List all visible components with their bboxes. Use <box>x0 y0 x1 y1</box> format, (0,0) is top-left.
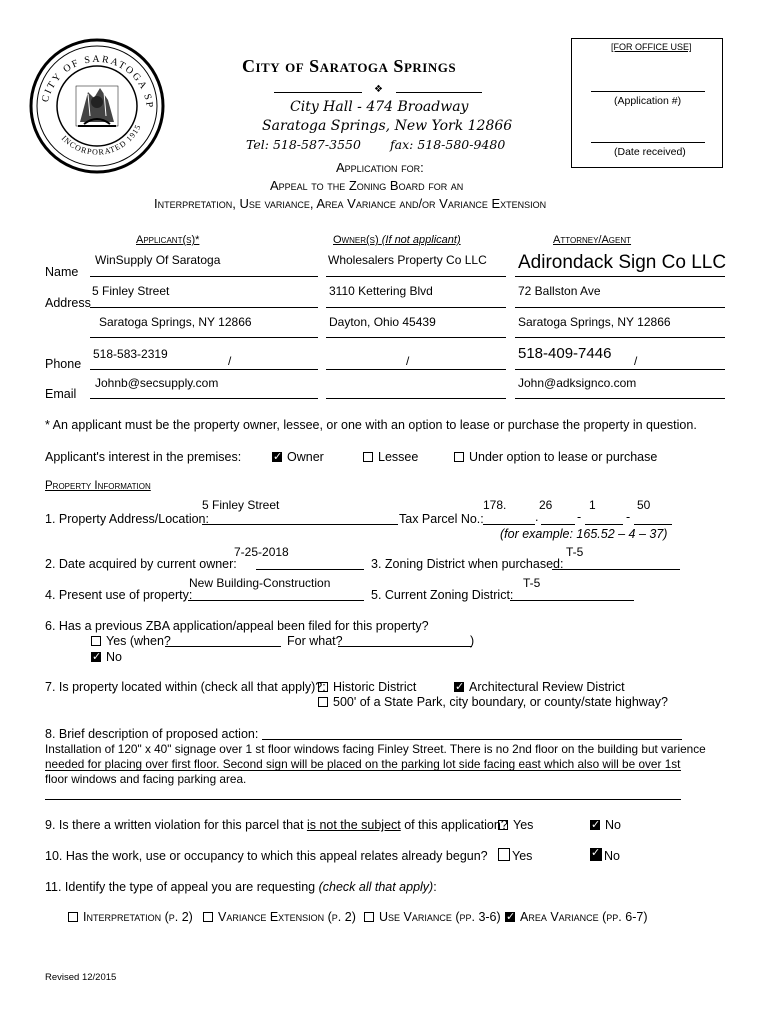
q11-use-option[interactable] <box>364 910 501 924</box>
svg-text:CITY OF SARATOGA SPRINGS N.Y.: CITY OF SARATOGA SP <box>39 53 156 111</box>
attorney-name[interactable]: Adirondack Sign Co LLC <box>518 252 727 273</box>
q11-area-option[interactable] <box>505 910 647 924</box>
applicant-header: Applicant(s)* <box>136 234 200 246</box>
phone-label: Phone <box>45 357 82 371</box>
q6-no-checkbox[interactable] <box>91 652 101 662</box>
q9-label <box>45 818 508 832</box>
fax: fax: 518-580-9480 <box>390 137 506 152</box>
applicant-note: * An applicant must be the property owner, lessee, or one with an option to lease or purchase the property in question. <box>45 418 697 432</box>
q3-value[interactable]: T-5 <box>566 545 584 559</box>
email-label: Email <box>45 387 77 401</box>
applicant-name[interactable]: WinSupply Of Saratoga <box>95 253 221 267</box>
q6-no-option[interactable] <box>91 650 122 664</box>
q11-label-text: 11. Identify the type of appeal you are requesting <box>45 880 319 894</box>
q5-label: 5. Current Zoning District: <box>371 588 514 602</box>
name-label: Name <box>45 265 79 279</box>
state-park-label: 500' of a State Park, city boundary, or county/state highway? <box>333 695 668 709</box>
owner-header-note: (If not applicant) <box>381 234 461 246</box>
page-title: City of Saratoga Springs <box>242 56 457 76</box>
q9-label-b: of this application? <box>400 818 508 832</box>
q5-value[interactable]: T-5 <box>523 576 541 590</box>
q11-label-end: : <box>433 880 437 894</box>
interest-lessee-option[interactable] <box>363 450 418 464</box>
q1-label: 1. Property Address/Location: <box>45 512 209 526</box>
interpretation-label: Interpretation (p. 2) <box>83 910 193 924</box>
tax-parcel-3[interactable]: 1 <box>589 498 596 512</box>
attorney-header: Attorney/Agent <box>553 234 632 246</box>
interest-label: Applicant's interest in the premises: <box>45 450 242 464</box>
q8-label: 8. Brief description of proposed action: <box>45 727 259 741</box>
tax-parcel-1[interactable]: 178. <box>483 498 507 512</box>
q9-yes-checkbox[interactable] <box>498 820 508 830</box>
attorney-email[interactable]: John@adksignco.com <box>518 376 637 390</box>
tax-parcel-example: (for example: 165.52 – 4 – 37) <box>500 527 668 541</box>
q8-description-line-3[interactable]: floor windows and facing parking area. <box>45 772 247 786</box>
area-variance-label: Area Variance (pp. 6-7) <box>520 910 648 924</box>
q11-label <box>45 880 437 894</box>
q1-value[interactable]: 5 Finley Street <box>202 498 280 512</box>
variance-extension-label: Variance Extension (p. 2) <box>218 910 356 924</box>
q2-value[interactable]: 7-25-2018 <box>234 545 289 559</box>
architectural-review-label: Architectural Review District <box>469 680 625 694</box>
q6-yes-checkbox[interactable] <box>91 636 101 646</box>
tax-parcel-2[interactable]: 26 <box>539 498 553 512</box>
q7-historic-option[interactable] <box>318 680 416 694</box>
q2-label: 2. Date acquired by current owner: <box>45 557 237 571</box>
q10-yes-option[interactable] <box>498 848 532 863</box>
q6-for-what-field[interactable] <box>338 646 472 647</box>
owner-name[interactable]: Wholesalers Property Co LLC <box>328 253 487 267</box>
office-use-label: [FOR OFFICE USE] <box>611 42 692 52</box>
applicant-phone[interactable]: 518-583-2319 <box>93 347 168 361</box>
q9-no-option[interactable] <box>590 818 621 832</box>
lease-option-label: Under option to lease or purchase <box>469 450 658 464</box>
attorney-address-1[interactable]: 72 Ballston Ave <box>518 284 601 298</box>
q8-description-line-1[interactable]: Installation of 120" x 40" signage over 1 st floor windows facing Finley Street. There is no 2nd floor on the building but varience <box>45 742 706 756</box>
q4-label: 4. Present use of property: <box>45 588 193 602</box>
date-received-label: (Date received) <box>614 146 686 158</box>
historic-district-label: Historic District <box>333 680 417 694</box>
owner-header-label: Owner(s) <box>333 234 379 246</box>
q7-park-option[interactable] <box>318 695 668 709</box>
owner-header <box>333 234 461 246</box>
use-variance-label: Use Variance (pp. 3-6) <box>379 910 501 924</box>
owner-address-1[interactable]: 3110 Kettering Blvd <box>329 284 433 298</box>
owner-checkbox[interactable] <box>272 452 282 462</box>
q10-label: 10. Has the work, use or occupancy to which this appeal relates already begun? <box>45 849 488 863</box>
historic-district-checkbox[interactable] <box>318 682 328 692</box>
owner-address-2[interactable]: Dayton, Ohio 45439 <box>329 315 436 329</box>
attorney-address-2[interactable]: Saratoga Springs, NY 12866 <box>518 315 671 329</box>
address-label: Address <box>45 296 91 310</box>
telephone: Tel: 518-587-3550 <box>246 137 361 152</box>
q11-extension-option[interactable] <box>203 910 356 924</box>
q9-label-underlined: is not the subject <box>306 818 401 832</box>
interest-owner-option[interactable] <box>272 450 324 464</box>
area-variance-checkbox[interactable] <box>505 912 515 922</box>
q10-yes-label: Yes <box>512 849 533 863</box>
applicant-address-2[interactable]: Saratoga Springs, NY 12866 <box>99 315 252 329</box>
address-line-2: Saratoga Springs, New York 12866 <box>262 118 513 134</box>
q8-description-line-2[interactable]: needed for placing over first floor. Second sign will be placed on the parking lot side facing east which also will be over 1st <box>45 757 681 771</box>
owner-option-label: Owner <box>287 450 324 464</box>
svg-text:INCORPORATED 1915: INCORPORATED 1915 <box>59 122 143 157</box>
city-seal <box>28 36 166 176</box>
q10-no-option[interactable] <box>590 848 620 863</box>
q6-label: 6. Has a previous ZBA application/appeal been filed for this property? <box>45 619 429 633</box>
q9-yes-label: Yes <box>513 818 534 832</box>
lease-option-checkbox[interactable] <box>454 452 464 462</box>
application-line-1: Appeal to the Zoning Board for an <box>270 178 464 193</box>
tax-parcel-4[interactable]: 50 <box>637 498 651 512</box>
q7-label: 7. Is property located within (check all that apply)?: <box>45 680 326 694</box>
q9-yes-option[interactable] <box>498 818 533 832</box>
use-variance-checkbox[interactable] <box>364 912 374 922</box>
q6-no-label: No <box>106 650 122 664</box>
lessee-checkbox[interactable] <box>363 452 373 462</box>
applicant-address-1[interactable]: 5 Finley Street <box>92 284 170 298</box>
seal-icon <box>28 36 166 176</box>
q7-arch-option[interactable] <box>454 680 625 694</box>
q4-value[interactable]: New Building-Construction <box>189 576 331 590</box>
q9-no-checkbox[interactable] <box>590 820 600 830</box>
q6-for-what-label: For what? <box>287 634 343 648</box>
application-line-2: Interpretation, Use variance, Area Variance and/or Variance Extension <box>154 196 547 211</box>
q9-no-label: No <box>605 818 621 832</box>
tax-parcel-label: Tax Parcel No.: <box>399 512 484 526</box>
date-received-field[interactable] <box>591 142 705 143</box>
interpretation-checkbox[interactable] <box>68 912 78 922</box>
q10-yes-checkbox[interactable] <box>498 848 510 861</box>
q3-label: 3. Zoning District when purchased: <box>371 557 564 571</box>
q10-no-label: No <box>604 849 620 863</box>
q6-yes-label: Yes (when? <box>106 634 171 648</box>
q10-no-checkbox[interactable] <box>590 848 602 861</box>
q9-label-a: 9. Is there a written violation for this parcel that <box>45 818 307 832</box>
state-park-checkbox[interactable] <box>318 697 328 707</box>
revised-date: Revised 12/2015 <box>45 972 117 983</box>
application-number-field[interactable] <box>591 91 705 92</box>
variance-extension-checkbox[interactable] <box>203 912 213 922</box>
q6-yes-option[interactable] <box>91 634 171 648</box>
applicant-email[interactable]: Johnb@secsupply.com <box>95 376 219 390</box>
property-info-header: Property Information <box>45 480 151 492</box>
application-number-label: (Application #) <box>614 95 682 107</box>
diamond-icon: ❖ <box>374 84 383 95</box>
application-for: Application for: <box>336 160 424 175</box>
q11-label-emphasis: (check all that apply) <box>318 880 434 894</box>
lessee-option-label: Lessee <box>378 450 419 464</box>
architectural-review-checkbox[interactable] <box>454 682 464 692</box>
address-line-1: City Hall - 474 Broadway <box>290 99 469 115</box>
interest-option-option[interactable] <box>454 450 657 464</box>
attorney-phone[interactable]: 518-409-7446 <box>518 345 612 362</box>
q6-when-field[interactable] <box>165 646 281 647</box>
q11-interpretation-option[interactable] <box>68 910 193 924</box>
